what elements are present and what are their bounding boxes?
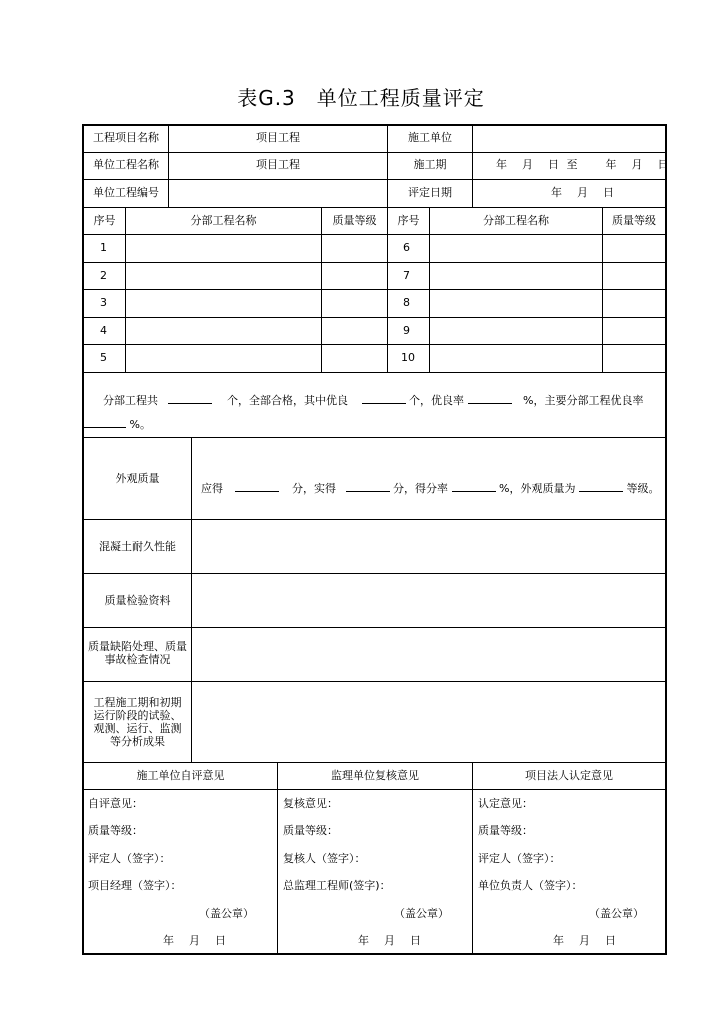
col-header-grade: 质量等级 <box>332 214 377 227</box>
main-excellent-rate-blank <box>84 416 126 428</box>
border-top <box>82 124 667 126</box>
self-signer-label: 评定人（签字）： <box>88 852 171 865</box>
defects-line1: 质量缺陷处理、质量 <box>88 640 187 653</box>
border-right <box>665 124 667 955</box>
excellent-count-blank <box>362 392 406 404</box>
period-label: 施工期 <box>413 158 447 171</box>
summary-part4: %，主要分部工程优良率 <box>523 394 644 407</box>
vline <box>387 207 388 372</box>
appearance-t3: 分，得分率 <box>393 482 448 495</box>
row-number: 4 <box>100 324 107 337</box>
vline <box>429 207 430 372</box>
vline <box>472 762 473 953</box>
hline <box>82 573 667 574</box>
hline <box>82 789 667 790</box>
tests-label <box>84 696 191 748</box>
page-title: 表G.3 单位工程质量评定 <box>237 86 485 110</box>
hline <box>82 437 667 438</box>
unit-name-label: 单位工程名称 <box>93 158 159 171</box>
hline <box>82 262 667 263</box>
expected-score-blank <box>235 480 279 492</box>
hline <box>82 179 667 180</box>
owner-opinion-header: 项目法人认定意见 <box>525 769 613 782</box>
appearance-line <box>201 480 659 496</box>
hline <box>82 762 667 763</box>
approval-signer-label: 评定人（签字）： <box>478 852 561 865</box>
defects-label <box>84 640 191 666</box>
appearance-t1: 应得 <box>201 482 223 495</box>
contractor-label: 施工单位 <box>408 131 452 144</box>
approval-seal-label: （盖公章） <box>589 907 644 920</box>
period-value: 年 月 日 至 年 月 日 <box>496 158 671 171</box>
hline <box>82 627 667 628</box>
inspection-label: 质量检验资料 <box>104 594 171 607</box>
row-number: 8 <box>403 296 410 309</box>
vline <box>191 437 192 762</box>
appearance-grade-blank <box>579 480 623 492</box>
tests-line3: 观测、运行、监测 <box>93 722 182 735</box>
appearance-label: 外观质量 <box>115 472 160 485</box>
eval-date-value: 年 月 日 <box>551 186 616 199</box>
appearance-t2: 分，实得 <box>292 482 336 495</box>
review-grade-label: 质量等级： <box>283 824 338 837</box>
col-header-name: 分部工程名称 <box>190 214 257 227</box>
summary-part3: 个，优良率 <box>409 394 464 407</box>
review-opinion-label: 复核意见： <box>283 797 338 810</box>
vline <box>125 207 126 372</box>
col-header-name-2: 分部工程名称 <box>483 214 549 227</box>
unit-code-label: 单位工程编号 <box>93 186 159 199</box>
row-number: 5 <box>100 351 107 364</box>
row-number: 6 <box>403 241 410 254</box>
row-number: 3 <box>100 296 107 309</box>
self-manager-label: 项目经理（签字）： <box>88 879 182 892</box>
row-number: 7 <box>403 269 410 282</box>
supervisor-opinion-header: 监理单位复核意见 <box>331 769 419 782</box>
hline <box>82 519 667 520</box>
row-number: 2 <box>100 269 107 282</box>
appearance-t4: %，外观质量为 <box>499 482 576 495</box>
hline <box>82 152 667 153</box>
summary-part5: %。 <box>129 418 151 431</box>
actual-score-blank <box>346 480 390 492</box>
hline <box>82 289 667 290</box>
hline <box>82 234 667 235</box>
unit-head-label: 单位负责人（签字）： <box>478 879 583 892</box>
hline <box>82 372 667 373</box>
row-number: 1 <box>100 241 107 254</box>
approval-grade-label: 质量等级： <box>478 824 533 837</box>
hline <box>82 681 667 682</box>
project-name-value: 项目工程 <box>256 131 300 144</box>
tests-line4: 等分析成果 <box>110 735 165 748</box>
summary-line-2 <box>84 416 151 432</box>
self-opinion-label: 自评意见： <box>88 797 143 810</box>
eval-date-label: 评定日期 <box>408 186 452 199</box>
summary-part2: 个，全部合格，其中优良 <box>227 394 348 407</box>
self-grade-label: 质量等级： <box>88 824 143 837</box>
approval-opinion-label: 认定意见： <box>478 797 533 810</box>
excellent-rate-blank <box>468 392 512 404</box>
parts-count-blank <box>168 392 212 404</box>
durability-label: 混凝土耐久性能 <box>99 540 176 553</box>
col-header-grade-2: 质量等级 <box>612 214 656 227</box>
defects-line2: 事故检查情况 <box>104 653 171 666</box>
score-rate-blank <box>452 480 496 492</box>
vline <box>277 762 278 953</box>
summary-line-1 <box>103 392 643 408</box>
hline <box>82 207 667 208</box>
self-seal-label: （盖公章） <box>199 907 254 920</box>
hline <box>82 344 667 345</box>
row-number: 9 <box>403 324 410 337</box>
col-header-no-2: 序号 <box>397 214 420 227</box>
unit-name-value: 项目工程 <box>256 158 300 171</box>
project-name-label: 工程项目名称 <box>93 131 159 144</box>
border-bottom <box>82 953 667 955</box>
vline <box>321 207 322 372</box>
review-date-label: 年 月 日 <box>358 934 423 947</box>
review-signer-label: 复核人（签字）： <box>283 852 366 865</box>
chief-supervisor-label: 总监理工程师(签字)： <box>283 879 391 892</box>
hline <box>82 317 667 318</box>
appearance-t5: 等级。 <box>626 482 660 495</box>
tests-line2: 运行阶段的试验、 <box>93 709 182 722</box>
vline <box>472 124 473 207</box>
row-number: 10 <box>401 351 415 364</box>
approval-date-label: 年 月 日 <box>553 934 618 947</box>
tests-line1: 工程施工期和初期 <box>93 696 182 709</box>
self-date-label: 年 月 日 <box>163 934 228 947</box>
summary-part1: 分部工程共 <box>103 394 158 407</box>
review-seal-label: （盖公章） <box>394 907 449 920</box>
vline <box>602 207 603 372</box>
contractor-opinion-header: 施工单位自评意见 <box>136 769 225 782</box>
col-header-no: 序号 <box>93 214 116 227</box>
